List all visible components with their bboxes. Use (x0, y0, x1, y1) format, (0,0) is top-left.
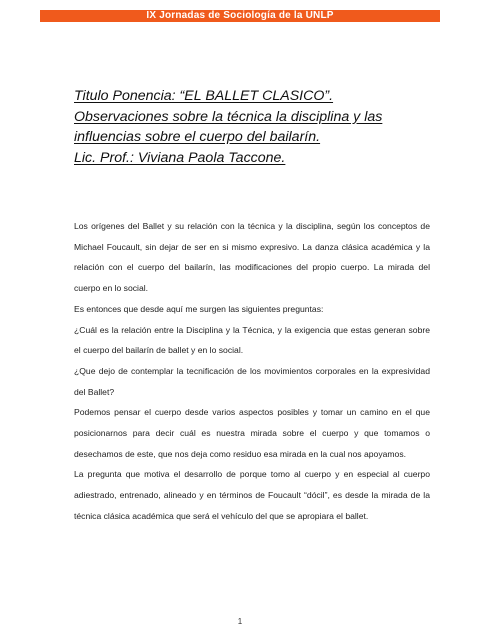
paragraph-origins: Los orígenes del Ballet y su relación con la técnica y la disciplina, según los conceptos de Michael Foucault, sin dejar de ser en si mismo expresivo. La danza clásica académica y la relación con el cuerpo del bailarín, las modificaciones del propio cuerpo. La mirada del cuerpo en lo social. (74, 221, 430, 294)
paper-title-block (74, 86, 444, 168)
conference-header-text: IX Jornadas de Sociología de la UNLP (146, 10, 334, 21)
body-text (74, 216, 430, 527)
title-line-subtitle-2: influencias sobre el cuerpo del bailarín. (74, 129, 321, 145)
page-number: 1 (237, 617, 243, 626)
title-line-author: Lic. Prof.: Viviana Paola Taccone. (74, 149, 286, 166)
paragraph-question-2: ¿Que dejo de contemplar la tecnificación de los movimientos corporales en la expresividad del Ballet? (74, 365, 430, 397)
title-line-subtitle-1: Observaciones sobre la técnica la disciplina y las (74, 108, 383, 125)
paragraph-question-1: ¿Cuál es la relación entre la Disciplina y la Técnica, y la exigencia que estas generan sobre el cuerpo del bailarín de ballet y en lo social. (74, 324, 430, 356)
paragraph-motivation: La pregunta que motiva el desarrollo de porque tomo al cuerpo y en especial al cuerpo adiestrado, entrenado, alineado y en términos de Foucault “dócil”, es desde la mirada de la técnica clásica académica que será el vehículo del que se apropiara el ballet. (74, 469, 430, 521)
paragraph-body-perspective: Podemos pensar el cuerpo desde varios aspectos posibles y tomar un camino en el que posicionarnos para decir cuál es nuestra mirada sobre el cuerpo y que tomamos o desechamos de este, que nos deja como residuo esa mirada en la cual nos apoyamos. (74, 407, 430, 459)
title-line-presentation: Titulo Ponencia: “EL BALLET CLASICO”. (74, 88, 334, 104)
paragraph-questions-intro: Es entonces que desde aquí me surgen las siguientes preguntas: (74, 303, 324, 314)
conference-header-bar (40, 10, 440, 22)
